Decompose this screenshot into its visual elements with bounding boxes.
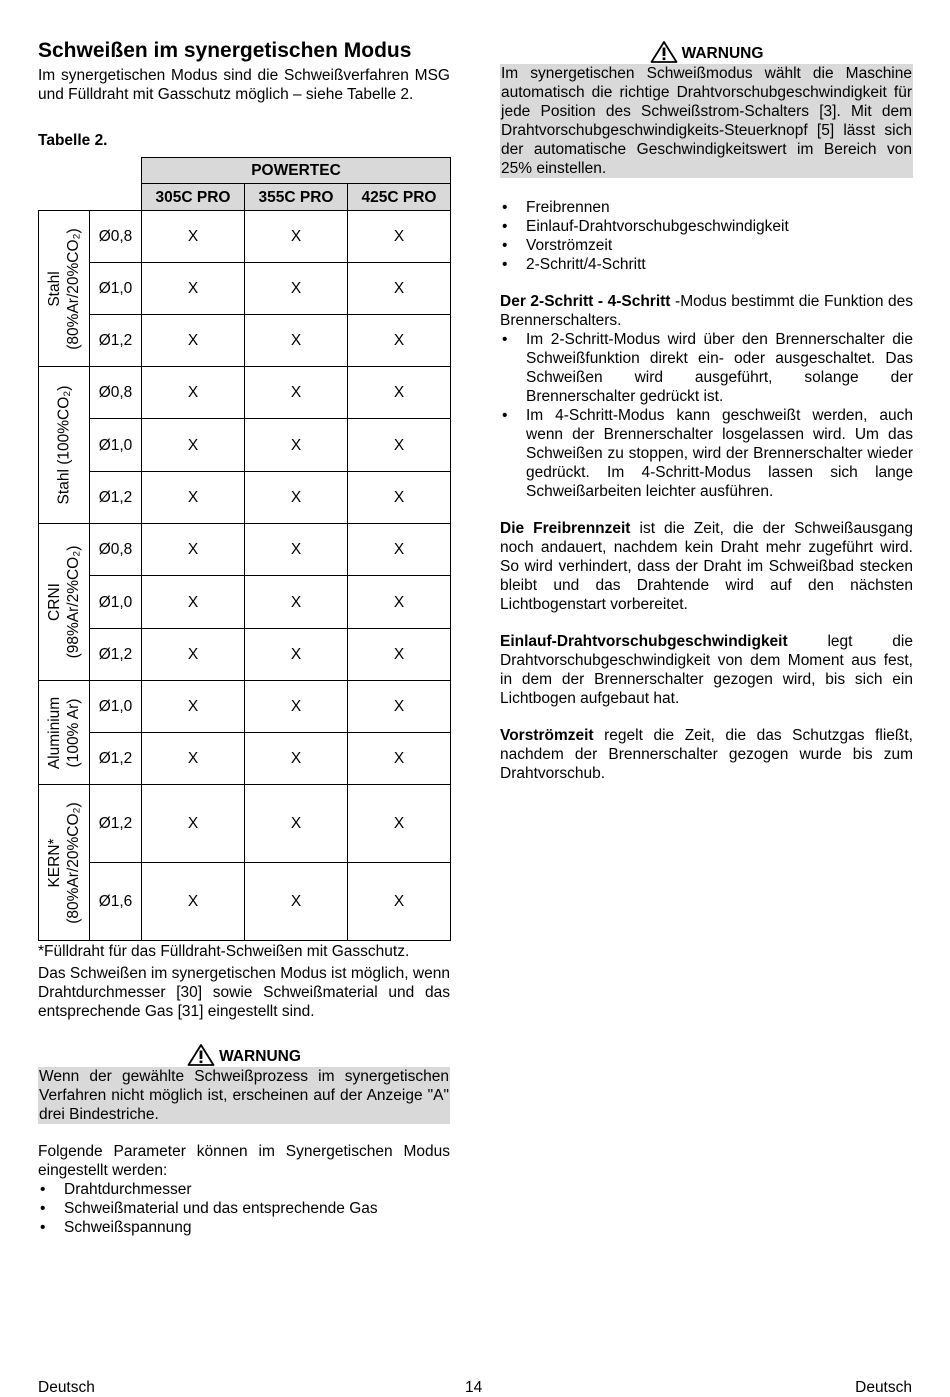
wire-diameter: Ø1,0 — [90, 263, 142, 315]
material-gas: (80%Ar/20%CO₂) — [65, 801, 82, 924]
availability-cell: X — [142, 681, 245, 733]
list-item: • Vorströmzeit — [500, 236, 913, 255]
warning-label: WARNUNG — [681, 45, 764, 62]
availability-cell: X — [142, 733, 245, 785]
table-caption: Tabelle 2. — [38, 132, 108, 149]
features-list — [500, 198, 913, 274]
table-corner — [39, 158, 142, 184]
twostep-paragraph — [500, 292, 913, 330]
availability-cell: X — [142, 863, 245, 941]
preflow-text: regelt die Zeit, die das Schutzgas fließt, nachdem der Brennerschalter gezogen wurde bis zum Drahtvorschub. — [500, 727, 913, 782]
warning-text: Wenn der gewählte Schweißprozess im synergetischen Verfahren nicht möglich ist, erscheinen auf der Anzeige "A" drei Bindestriche. — [39, 1068, 449, 1123]
footer-language-left: Deutsch — [38, 1379, 95, 1396]
material-name: CRNI — [46, 583, 63, 621]
table-row — [39, 733, 451, 785]
wire-diameter: Ø0,8 — [90, 524, 142, 576]
intro-paragraph: Im synergetischen Modus sind die Schweißverfahren MSG und Fülldraht mit Gasschutz möglich – siehe Tabelle 2. — [38, 67, 450, 103]
material-name: KERN* — [46, 837, 63, 888]
runin-term: Einlauf-Drahtvorschubgeschwindigkeit — [500, 633, 788, 650]
preflow-paragraph — [500, 726, 913, 783]
wire-diameter: Ø1,2 — [90, 733, 142, 785]
table-row — [39, 263, 451, 315]
availability-cell: X — [348, 524, 451, 576]
availability-cell: X — [245, 263, 348, 315]
twostep-text: -Modus bestimmt die Funktion des Brennerschalters. — [500, 293, 913, 329]
availability-cell: X — [142, 472, 245, 524]
availability-cell: X — [348, 681, 451, 733]
material-label — [39, 524, 90, 681]
availability-cell: X — [245, 681, 348, 733]
availability-cell: X — [142, 315, 245, 367]
burnback-paragraph — [500, 519, 913, 614]
table-row — [39, 419, 451, 472]
synergic-modes-table — [38, 157, 451, 941]
table-corner — [39, 184, 142, 211]
availability-cell: X — [142, 211, 245, 263]
table-row — [39, 472, 451, 524]
footnote: *Fülldraht für das Fülldraht-Schweißen mit Gasschutz. — [38, 943, 410, 960]
params-list — [38, 1180, 450, 1237]
availability-cell: X — [245, 524, 348, 576]
table-row — [39, 576, 451, 629]
page-number: 14 — [465, 1379, 483, 1396]
list-item: • Schweißspannung — [38, 1218, 450, 1237]
material-label — [39, 211, 90, 367]
table-row — [39, 367, 451, 419]
table-row — [39, 681, 451, 733]
footer-language-right: Deutsch — [855, 1379, 912, 1396]
material-gas: (98%Ar/2%CO₂) — [65, 545, 82, 659]
availability-cell: X — [348, 315, 451, 367]
availability-cell: X — [348, 576, 451, 629]
warning-text: Im synergetischen Schweißmodus wählt die Maschine automatisch die richtige Drahtvorschubgeschwindigkeit für jede Position des Schweißstrom-Schalters [3]. Mit dem Drahtvorschubgeschwindigkeits-Steuerknopf [5] lässt sich der automatische Geschwindigkeitswert im Bereich von 25% einstellen. — [501, 65, 912, 177]
material-label — [39, 681, 90, 785]
column-header: 305C PRO — [142, 184, 245, 211]
availability-cell: X — [245, 576, 348, 629]
column-header: 425C PRO — [348, 184, 451, 211]
preflow-term: Vorströmzeit — [500, 727, 594, 744]
availability-cell: X — [245, 315, 348, 367]
burnback-term: Die Freibrennzeit — [500, 520, 631, 537]
wire-diameter: Ø1,2 — [90, 785, 142, 863]
availability-cell: X — [142, 576, 245, 629]
list-item: • 2-Schritt/4-Schritt — [500, 255, 913, 274]
availability-cell: X — [245, 785, 348, 863]
list-item: • Drahtdurchmesser — [38, 1180, 450, 1199]
material-gas: (80%Ar/20%CO₂) — [65, 227, 82, 350]
availability-cell: X — [142, 367, 245, 419]
warning-triangle-icon — [187, 1043, 215, 1067]
warning-triangle-icon — [650, 40, 678, 64]
wire-diameter: Ø1,2 — [90, 315, 142, 367]
table-row — [39, 211, 451, 263]
availability-cell: X — [142, 629, 245, 681]
availability-cell: X — [245, 211, 348, 263]
wire-diameter: Ø1,2 — [90, 472, 142, 524]
availability-cell: X — [142, 524, 245, 576]
wire-diameter: Ø1,2 — [90, 629, 142, 681]
availability-cell: X — [348, 472, 451, 524]
availability-cell: X — [245, 367, 348, 419]
wire-diameter: Ø0,8 — [90, 211, 142, 263]
list-item: • Einlauf-Drahtvorschubgeschwindigkeit — [500, 217, 913, 236]
wire-diameter: Ø1,0 — [90, 419, 142, 472]
warning-box-left — [38, 1043, 450, 1124]
availability-cell: X — [245, 629, 348, 681]
warning-box-right — [500, 40, 913, 178]
wire-diameter: Ø1,0 — [90, 576, 142, 629]
group-header: POWERTEC — [142, 158, 451, 184]
table-row — [39, 524, 451, 576]
table-row — [39, 785, 451, 863]
list-item: • Schweißmaterial und das entsprechende Gas — [38, 1199, 450, 1218]
material-gas: (100% Ar) — [65, 698, 82, 767]
availability-cell: X — [348, 785, 451, 863]
warning-label: WARNUNG — [219, 1048, 301, 1065]
table-row — [39, 315, 451, 367]
availability-cell: X — [245, 733, 348, 785]
column-header: 355C PRO — [245, 184, 348, 211]
availability-cell: X — [142, 419, 245, 472]
availability-cell: X — [348, 263, 451, 315]
availability-cell: X — [245, 863, 348, 941]
material-name: Aluminium — [46, 696, 63, 769]
availability-cell: X — [245, 419, 348, 472]
list-item: • Im 4-Schritt-Modus kann geschweißt werden, auch wenn der Brennerschalter losgelassen wird. Um das Schweißen zu stoppen, wird der Brennerschalter wieder gedrückt. Im 4-Schritt-Modus lassen sich lange Schweißarbeiten leichter ausführen. — [500, 406, 913, 501]
runin-text: legt die Drahtvorschubgeschwindigkeit von dem Moment aus fest, in dem der Brennerschalter gezogen wird, bis sich ein Lichtbogen aufgebaut hat. — [500, 633, 913, 707]
synergic-table — [38, 157, 451, 941]
material-name: Stahl (100%CO₂) — [55, 385, 73, 505]
availability-cell: X — [348, 733, 451, 785]
left-lower — [38, 942, 450, 1237]
availability-cell: X — [348, 211, 451, 263]
list-item: • Im 2-Schritt-Modus wird über den Brennerschalter die Schweißfunktion direkt ein- oder ausgeschaltet. Das Schweißen wird ausgeführt, solange der Brennerschalter gedrückt ist. — [500, 330, 913, 406]
availability-cell: X — [142, 263, 245, 315]
warning-header — [500, 40, 913, 64]
runin-paragraph — [500, 632, 913, 708]
params-intro: Folgende Parameter können im Synergetischen Modus eingestellt werden: — [38, 1143, 450, 1179]
wire-diameter: Ø1,0 — [90, 681, 142, 733]
left-column — [38, 38, 450, 150]
wire-diameter: Ø1,6 — [90, 863, 142, 941]
twostep-list — [500, 330, 913, 501]
wire-diameter: Ø0,8 — [90, 367, 142, 419]
table-row — [39, 629, 451, 681]
material-label — [39, 367, 90, 524]
availability-cell: X — [348, 863, 451, 941]
availability-cell: X — [348, 419, 451, 472]
table-row — [39, 863, 451, 941]
material-name: Stahl — [46, 270, 63, 307]
availability-cell: X — [142, 785, 245, 863]
warning-header — [38, 1043, 450, 1067]
list-item: • Freibrennen — [500, 198, 913, 217]
right-column — [500, 40, 913, 783]
burnback-text: ist die Zeit, die der Schweißausgang noch andauert, nachdem kein Draht mehr zugeführt wird. So wird verhindert, dass der Draht im Schweißbad stecken bleibt und das Drahtende wird auf den nächsten Lichtbogenstart vorbereitet. — [500, 520, 913, 613]
availability-cell: X — [348, 629, 451, 681]
material-label — [39, 785, 90, 941]
section-title: Schweißen im synergetischen Modus — [38, 39, 412, 62]
synergic-note: Das Schweißen im synergetischen Modus ist möglich, wenn Drahtdurchmesser [30] sowie Schweißmaterial und das entsprechende Gas [31] eingestellt sind. — [38, 965, 450, 1020]
twostep-term: Der 2-Schritt - 4-Schritt — [500, 293, 671, 310]
availability-cell: X — [245, 472, 348, 524]
availability-cell: X — [348, 367, 451, 419]
